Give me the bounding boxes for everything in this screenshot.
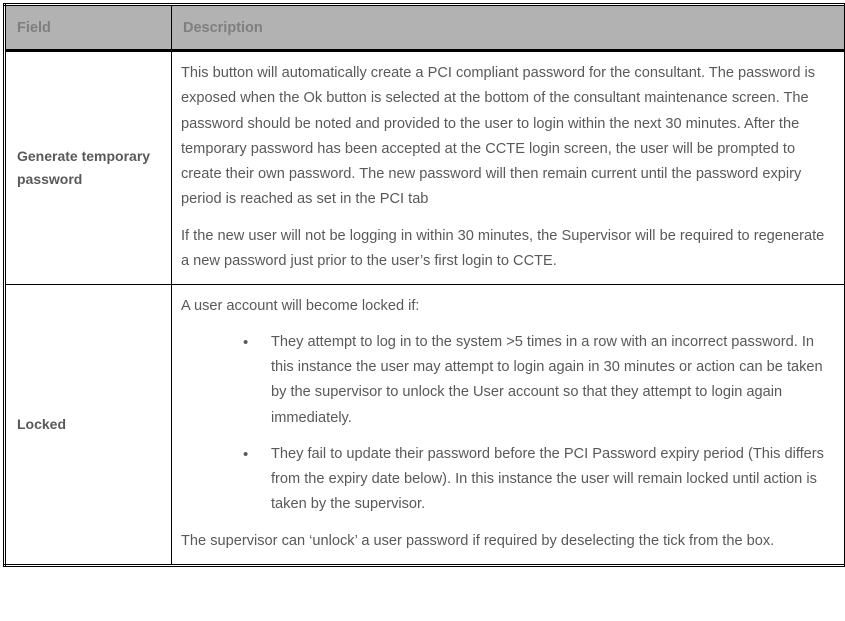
field-label: Generate temporary password [17, 145, 163, 191]
field-label: Locked [17, 413, 163, 436]
bullet-icon: • [243, 442, 248, 467]
list-item-text: They attempt to log in to the system >5 times in a row with an incorrect password. In this instance the user may attempt to login again in 30 minutes or action can be taken by the supervisor to unlock the User account so that they attempt to login again immediately. [271, 334, 823, 426]
description-intro-paragraph: A user account will become locked if: [181, 294, 830, 319]
table-row [5, 51, 845, 285]
field-description-table [3, 3, 845, 567]
column-header-description: Description [172, 5, 845, 51]
list-item-text: They fail to update their password before the PCI Password expiry period (This differs from the expiry date below). In this instance the user will remain locked until action is taken by the supervisor. [271, 446, 824, 513]
table-row [5, 285, 845, 566]
description-closing-paragraph: The supervisor can ‘unlock’ a user password if required by deselecting the tick from the box. [181, 529, 830, 554]
bullet-icon: • [243, 330, 248, 355]
column-header-field: Field [5, 5, 172, 51]
description-paragraph: This button will automatically create a PCI compliant password for the consultant. The password is exposed when the Ok button is selected at the bottom of the consultant maintenance screen. The password should be noted and provided to the user to login within the next 30 minutes. After the temporary password has been accepted at the CCTE login screen, the user will be prompted to create their own password. The new password will then remain current until the password expiry period is reached as set in the PCI tab [181, 61, 830, 213]
table-header [5, 5, 845, 51]
table-body [5, 51, 845, 566]
field-cell-locked [5, 285, 172, 566]
field-cell-generate-temporary-password [5, 51, 172, 285]
locked-conditions-list [181, 330, 830, 518]
list-item [181, 330, 830, 431]
list-item [181, 442, 830, 518]
description-paragraph: If the new user will not be logging in within 30 minutes, the Supervisor will be required to regenerate a new password just prior to the user’s first login to CCTE. [181, 224, 830, 275]
description-cell-locked [172, 285, 845, 566]
description-cell-generate-temporary-password [172, 51, 845, 285]
table-header-row [5, 5, 845, 51]
document-table-container [0, 3, 845, 621]
